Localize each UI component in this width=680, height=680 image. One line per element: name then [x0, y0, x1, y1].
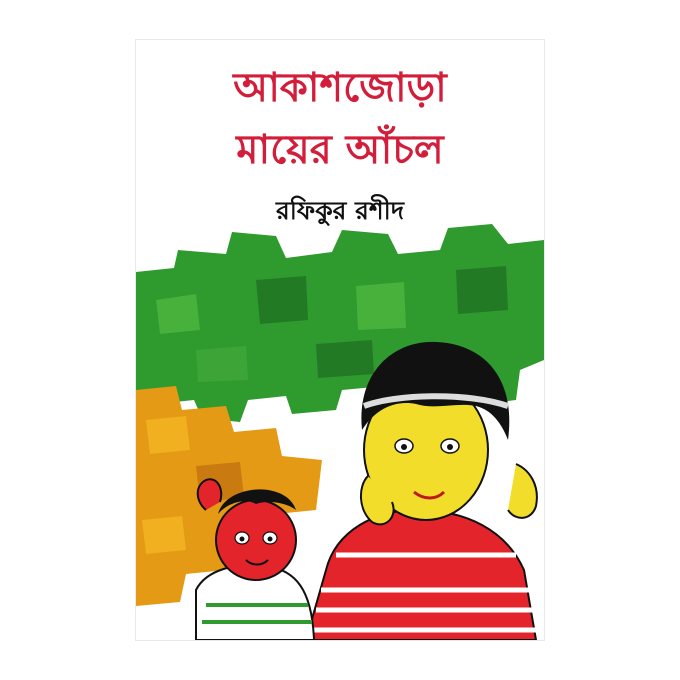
book-title-line-2: মায়ের আঁচল — [236, 126, 444, 173]
cover-illustration — [136, 210, 544, 640]
author-name: রফিকুর রশীদ — [276, 196, 404, 225]
book-title-line-1: আকাশজোড়া — [233, 64, 447, 111]
book-cover — [136, 40, 544, 640]
